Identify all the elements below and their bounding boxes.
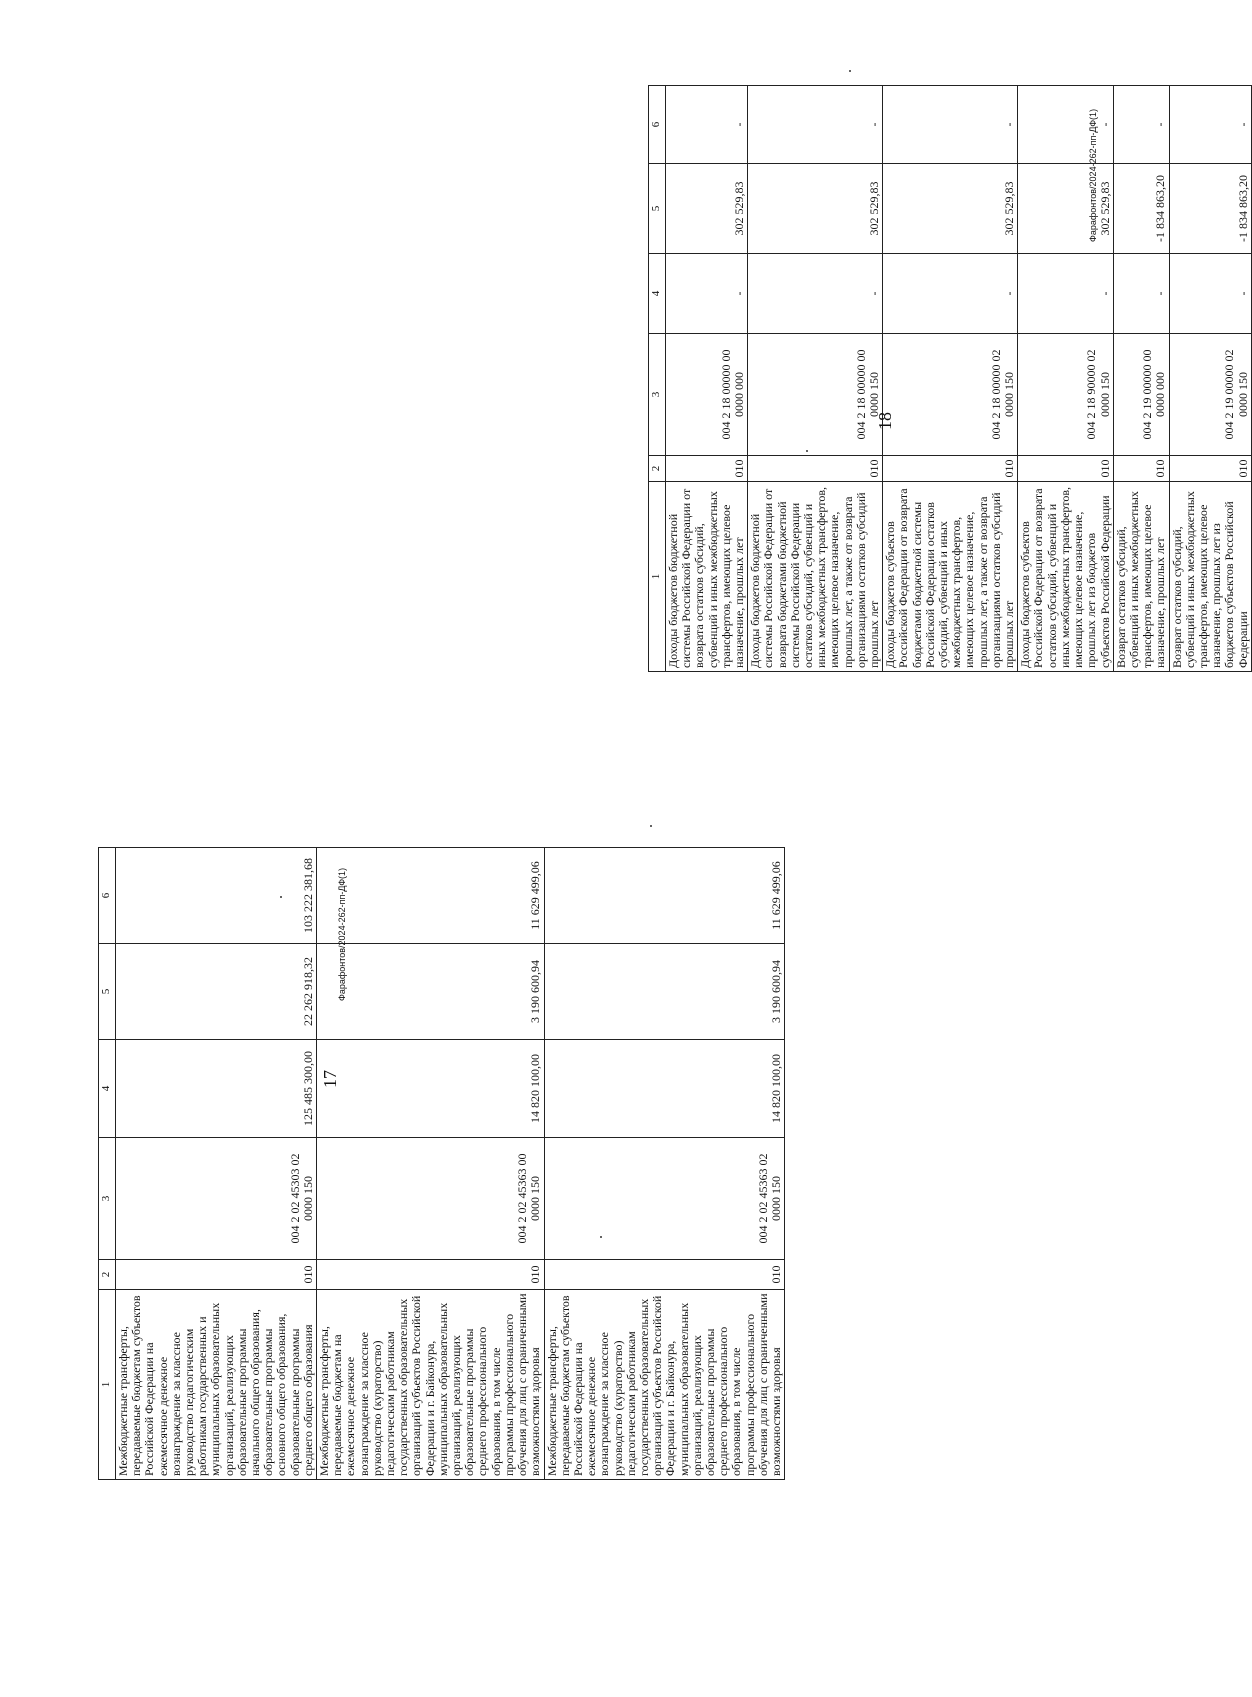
row-name: Возврат остатков субсидий, субвенций и иных межбюджетных трансфертов, имеющих целевое назначение, прошлых лет xyxy=(1113,482,1169,672)
table-row xyxy=(1018,86,1113,672)
row-approved: - xyxy=(1113,254,1169,334)
row-approved: - xyxy=(748,254,883,334)
scan-speck xyxy=(650,825,652,827)
col-header-2: 2 xyxy=(99,1260,116,1290)
scan-speck xyxy=(806,450,808,452)
row-kbk: 004 2 02 45363 02 0000 150 xyxy=(544,1138,785,1260)
row-executed: 302 529,83 xyxy=(883,164,1018,254)
row-name: Доходы бюджетов субъектов Российской Федерации от возврата бюджетами бюджетной системы Российской Федерации остатков субсидий, субвенций и иных межбюджетных трансфертов, имеющих целевое назначение, прошлых лет, а также от возврата организациями остатков субсидий прошлых лет xyxy=(883,482,1018,672)
row-code: 010 xyxy=(1169,456,1251,482)
header-row xyxy=(649,86,666,672)
report-table-page-18 xyxy=(648,85,1252,672)
report-table-page-17 xyxy=(98,847,785,1480)
page-number-18: 18 xyxy=(875,412,895,430)
table-row xyxy=(317,848,544,1480)
row-code: 010 xyxy=(748,456,883,482)
row-code: 010 xyxy=(544,1260,785,1290)
row-approved: - xyxy=(1169,254,1251,334)
row-kbk: 004 2 18 90000 02 0000 150 xyxy=(1018,334,1113,456)
row-code: 010 xyxy=(883,456,1018,482)
row-name: Межбюджетные трансферты, передаваемые бюджетам субъектов Российской Федерации на ежемесячное денежное вознаграждение за классное руководство педагогическим работникам государственных и муниципальных образовательных организаций, реализующих образовательные программы начального общего образования, образовательные программы основного общего образования, образовательные программы среднего общего образования xyxy=(116,1290,317,1480)
row-code: 010 xyxy=(666,456,748,482)
row-unexecuted: - xyxy=(1169,86,1251,164)
table-row xyxy=(883,86,1018,672)
row-code: 010 xyxy=(1113,456,1169,482)
row-code: 010 xyxy=(1018,456,1113,482)
table-row xyxy=(666,86,748,672)
row-executed: -1 834 863,20 xyxy=(1113,164,1169,254)
footer-page-18: Фарафонтов/2024-262-пп-ДФ(1) xyxy=(1088,108,1098,242)
row-executed: -1 834 863,20 xyxy=(1169,164,1251,254)
row-approved: - xyxy=(883,254,1018,334)
row-kbk: 004 2 18 00000 00 0000 000 xyxy=(666,334,748,456)
row-unexecuted: 103 222 381,68 xyxy=(116,848,317,944)
row-unexecuted: - xyxy=(883,86,1018,164)
row-name: Межбюджетные трансферты, передаваемые бюджетам на ежемесячное денежное вознаграждение за классное руководство (кураторство) педагогическим работникам государственных образовательных организаций субъектов Российской Федерации и г. Байконура, муниципальных образовательных организаций, реализующих образовательные программы среднего профессионального образования, в том числе программы профессионального обучения для лиц с ограниченными возможностями здоровья xyxy=(317,1290,544,1480)
row-kbk: 004 2 02 45303 02 0000 150 xyxy=(116,1138,317,1260)
row-kbk: 004 2 19 00000 00 0000 000 xyxy=(1113,334,1169,456)
row-kbk: 004 2 19 00000 02 0000 150 xyxy=(1169,334,1251,456)
row-unexecuted: 11 629 499,06 xyxy=(544,848,785,944)
row-unexecuted: - xyxy=(1113,86,1169,164)
row-code: 010 xyxy=(116,1260,317,1290)
col-header-3: 3 xyxy=(99,1138,116,1260)
row-executed: 3 190 600,94 xyxy=(317,944,544,1040)
header-row xyxy=(99,848,116,1480)
row-name: Возврат остатков субсидий, субвенций и иных межбюджетных трансфертов, имеющих целевое назначение, прошлых лет из бюджетов субъектов Российской Федерации xyxy=(1169,482,1251,672)
row-kbk: 004 2 02 45363 00 0000 150 xyxy=(317,1138,544,1260)
scan-speck xyxy=(280,896,282,898)
table-row xyxy=(1113,86,1169,672)
col-header-1: 1 xyxy=(649,482,666,672)
row-unexecuted: - xyxy=(1018,86,1113,164)
row-executed: 22 262 918,32 xyxy=(116,944,317,1040)
table-row xyxy=(1169,86,1251,672)
col-header-4: 4 xyxy=(99,1040,116,1138)
row-name: Доходы бюджетов бюджетной системы Российской Федерации от возврата остатков субсидий, субвенций и иных межбюджетных трансфертов, имеющих целевое назначение, прошлых лет xyxy=(666,482,748,672)
col-header-2: 2 xyxy=(649,456,666,482)
col-header-5: 5 xyxy=(649,164,666,254)
col-header-5: 5 xyxy=(99,944,116,1040)
col-header-3: 3 xyxy=(649,334,666,456)
row-executed: 302 529,83 xyxy=(666,164,748,254)
row-name: Доходы бюджетов бюджетной системы Российской Федерации от возврата бюджетами бюджетной системы Российской Федерации остатков субсидий, субвенций и иных межбюджетных трансфертов, имеющих целевое назначение, прошлых лет, а также от возврата организациями остатков субсидий прошлых лет xyxy=(748,482,883,672)
col-header-1: 1 xyxy=(99,1290,116,1480)
footer-page-17: Фарафонтов/2024-262-пп-ДФ(1) xyxy=(337,867,347,1001)
row-approved: - xyxy=(666,254,748,334)
row-approved: 125 485 300,00 xyxy=(116,1040,317,1138)
row-unexecuted: 11 629 499,06 xyxy=(317,848,544,944)
row-code: 010 xyxy=(317,1260,544,1290)
col-header-4: 4 xyxy=(649,254,666,334)
table-row xyxy=(116,848,317,1480)
row-approved: - xyxy=(1018,254,1113,334)
row-kbk: 004 2 18 00000 02 0000 150 xyxy=(883,334,1018,456)
scan-speck xyxy=(600,1236,602,1238)
row-approved: 14 820 100,00 xyxy=(317,1040,544,1138)
row-approved: 14 820 100,00 xyxy=(544,1040,785,1138)
row-executed: 302 529,83 xyxy=(748,164,883,254)
row-executed: 3 190 600,94 xyxy=(544,944,785,1040)
col-header-6: 6 xyxy=(649,86,666,164)
table-row xyxy=(544,848,785,1480)
col-header-6: 6 xyxy=(99,848,116,944)
row-executed: 302 529,83 xyxy=(1018,164,1113,254)
row-unexecuted: - xyxy=(748,86,883,164)
row-unexecuted: - xyxy=(666,86,748,164)
row-name: Межбюджетные трансферты, передаваемые бюджетам субъектов Российской Федерации на ежемесячное денежное вознаграждение за классное руководство (кураторство) педагогическим работникам государственных образовательных организаций субъектов Российской Федерации и г. Байконура, муниципальных образовательных организаций, реализующих образовательные программы среднего профессионального образования, в том числе программы профессионального обучения для лиц с ограниченными возможностями здоровья xyxy=(544,1290,785,1480)
row-kbk: 004 2 18 00000 00 0000 150 xyxy=(748,334,883,456)
row-name: Доходы бюджетов субъектов Российской Федерации от возврата остатков субсидий, субвенций и иных межбюджетных трансфертов, имеющих целевое назначение, прошлых лет из бюджетов субъектов Российской Федерации xyxy=(1018,482,1113,672)
table-row xyxy=(748,86,883,672)
scan-speck xyxy=(849,70,851,72)
page-number-17: 17 xyxy=(320,1070,340,1088)
